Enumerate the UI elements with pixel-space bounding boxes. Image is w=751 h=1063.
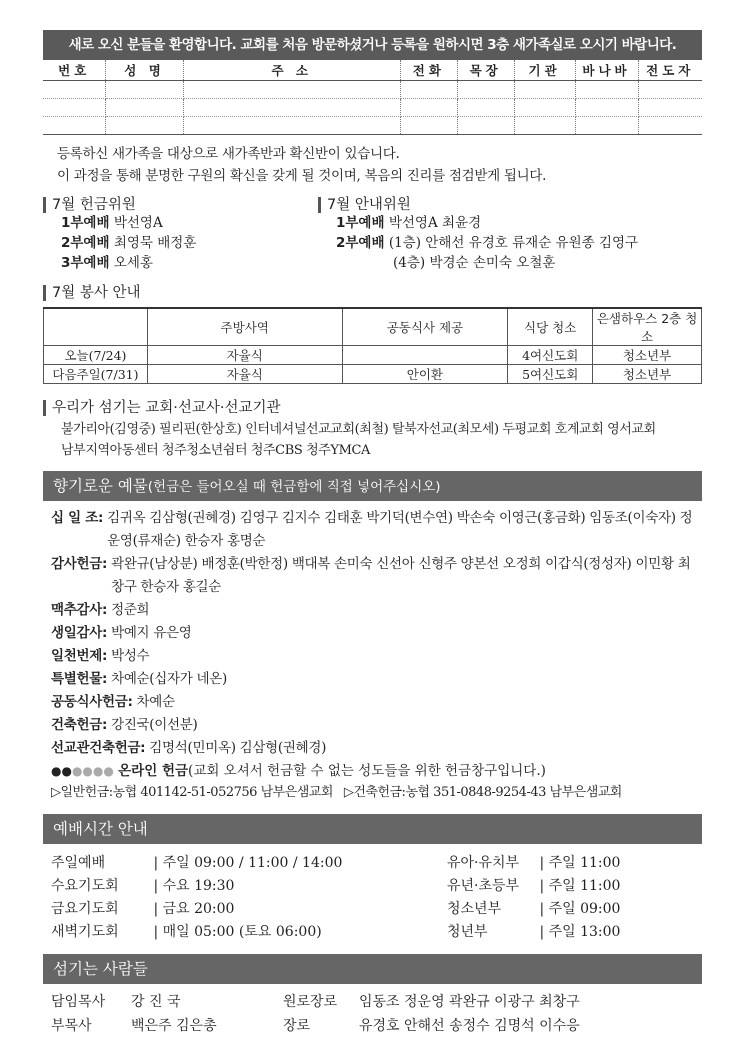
welcome-banner: 새로 오신 분들을 환영합니다. 교회를 처음 방문하셨거나 등록을 원하시면 3층 새가족실로 오시기 바랍니다. [43, 30, 702, 60]
reg-cell[interactable] [638, 80, 702, 98]
offering-names: 차예순 [136, 693, 175, 710]
worship-time: | 주일 11:00 [539, 877, 621, 894]
worship-label: 주일예배 [51, 854, 106, 871]
servant-names: 강 진 국 [131, 993, 181, 1010]
committee-row [318, 233, 702, 253]
service-title: 7월 봉사 안내 [43, 285, 702, 301]
offering-names: 강진국(이선분) [111, 716, 198, 733]
reg-cell[interactable] [43, 116, 106, 134]
worship-time: | 매일 05:00 (토요 06:00) [153, 923, 322, 940]
committees [43, 187, 702, 273]
mission-line: 불가리아(김영중) 필리핀(한상호) 인터네셔널선교교회(최철) 탈북자선교(최모세) 두평교회 호계교회 영서교회 [61, 421, 656, 437]
offering-committee-title: 7월 헌금위원 [43, 197, 318, 213]
reg-cell[interactable] [400, 98, 457, 116]
building-account: ▷건축헌금:농협 351-0848-9254-43 남부은샘교회 [343, 784, 622, 800]
offering-row [43, 714, 702, 737]
bank-accounts [43, 782, 702, 804]
service-cell: 청소년부 [593, 345, 702, 364]
worship-title: 예배시간 안내 [53, 819, 148, 838]
offering-names: 김명석(민미옥) 김삼형(권혜경) [149, 739, 327, 756]
worship-left [43, 852, 447, 944]
service-cell [342, 345, 508, 364]
bulletin-page [43, 30, 702, 1038]
reg-cell[interactable] [575, 98, 638, 116]
committee-row [43, 233, 318, 253]
service-header: 공동식사 제공 [342, 308, 508, 346]
offering-label: 건축헌금: [51, 716, 108, 733]
service-table [43, 307, 702, 384]
dots-icon: ●●●●●● [51, 763, 114, 778]
worship-time: | 금요 20:00 [153, 900, 235, 917]
header-number: 번호 [43, 60, 106, 80]
reg-cell[interactable] [457, 80, 514, 98]
offering-row [43, 622, 702, 645]
committee-row [318, 213, 702, 233]
header-evangelist: 전도자 [638, 60, 702, 80]
servant-row [283, 990, 702, 1014]
offering-row [43, 645, 702, 668]
reg-cell[interactable] [457, 116, 514, 134]
service-cell: 안이환 [342, 364, 508, 383]
service-cell: 5여신도회 [508, 364, 593, 383]
mission-line: 남부지역아동센터 청주청소년쉼터 청주CBS 청주YMCA [61, 442, 371, 458]
offering-names: 차예순(십자가 네온) [111, 670, 227, 687]
servant-row [51, 990, 283, 1014]
row-names: 최영묵 배정훈 [113, 234, 197, 251]
offering-label: 십 일 조: [51, 509, 104, 526]
online-note: (교회 오셔서 헌금할 수 없는 성도들을 위한 헌금창구입니다.) [188, 762, 546, 779]
reg-cell[interactable] [638, 98, 702, 116]
header-name: 성 명 [106, 60, 183, 80]
online-offering [43, 760, 702, 782]
reg-cell[interactable] [575, 80, 638, 98]
offering-row [43, 553, 702, 599]
reg-cell[interactable] [183, 116, 400, 134]
worship-label: 청소년부 [447, 900, 502, 917]
offering-names: 박예지 유은영 [111, 624, 192, 641]
servants-list [43, 990, 702, 1038]
offering-names: 김귀옥 김삼형(권혜경) 김영구 김지수 김태훈 박기덕(변수연) 박손숙 이영근(홍금화) 임동조(이숙자) 정운영(류재순) 한승자 홍명순 [107, 509, 693, 549]
service-cell: 다음주일(7/31) [44, 364, 148, 383]
offering-committee [43, 187, 318, 273]
servant-row [283, 1014, 702, 1038]
reg-cell[interactable] [638, 116, 702, 134]
general-account: ▷일반헌금:농협 401142-51-052756 남부은샘교회 [51, 784, 333, 800]
mission-title: 우리가 섬기는 교회·선교사·선교기관 [43, 400, 702, 416]
worship-label: 청년부 [447, 923, 488, 940]
worship-time: | 주일 11:00 [539, 854, 621, 871]
offering-names: 정준희 [111, 601, 150, 618]
offering-label: 선교관건축헌금: [51, 739, 146, 756]
reg-cell[interactable] [457, 98, 514, 116]
servant-role: 담임목사 [51, 993, 106, 1010]
offering-label: 맥추감사: [51, 601, 108, 618]
committee-row [43, 253, 318, 273]
guide-committee [318, 187, 702, 273]
offering-list [43, 507, 702, 760]
servants-bar [43, 954, 702, 984]
service-cell: 자율식 [147, 364, 342, 383]
worship-label: 유아·유치부 [447, 854, 520, 871]
reg-cell[interactable] [400, 116, 457, 134]
service-header-row [44, 308, 702, 346]
service-header: 주방사역 [147, 308, 342, 346]
row-label: 1부예배 [336, 214, 385, 231]
reg-cell[interactable] [183, 98, 400, 116]
reg-cell[interactable] [183, 80, 400, 98]
servants-right [283, 990, 702, 1038]
header-barnabas: 바나바 [575, 60, 638, 80]
registration-table [43, 60, 702, 135]
servants-left [43, 990, 283, 1038]
service-row [44, 364, 702, 383]
offering-row [43, 737, 702, 760]
servant-role: 장로 [283, 1017, 311, 1034]
offering-label: 감사헌금: [51, 555, 108, 572]
servant-role: 부목사 [51, 1017, 92, 1034]
offering-row [43, 599, 702, 622]
offering-label: 특별헌물: [51, 670, 108, 687]
offering-label: 공동식사헌금: [51, 693, 133, 710]
offering-label: 생일감사: [51, 624, 108, 641]
guide-committee-title: 7월 안내위원 [318, 197, 702, 213]
worship-label: 수요기도회 [51, 877, 119, 894]
mission-list [43, 419, 702, 461]
offering-names: 곽완규(남상분) 배정훈(박한정) 백대복 손미숙 신선아 신형주 양본선 오정희 이갑식(정성자) 이민황 최창구 한승자 홍길순 [111, 555, 691, 595]
service-cell: 자율식 [147, 345, 342, 364]
servants-title: 섬기는 사람들 [53, 959, 148, 978]
row-names: (1층) 안해선 유경호 류재순 유원종 김영구 [388, 234, 639, 251]
offering-title: 향기로운 예물 [53, 476, 148, 495]
servant-names: 유경호 안해선 송정수 김명석 이수응 [359, 1017, 580, 1034]
servant-names: 임동조 정운영 곽완규 이광구 최창구 [359, 993, 580, 1010]
committee-row [43, 213, 318, 233]
header-address: 주 소 [183, 60, 400, 80]
offering-row [43, 691, 702, 714]
registration-blank-row [43, 80, 702, 98]
reg-cell[interactable] [514, 98, 575, 116]
service-header: 식당 청소 [508, 308, 593, 346]
worship-row [447, 852, 702, 875]
worship-label: 금요기도회 [51, 900, 119, 917]
reg-cell[interactable] [400, 80, 457, 98]
row-label: 2부예배 [336, 234, 385, 251]
row-label: 2부예배 [61, 234, 110, 251]
reg-cell[interactable] [106, 80, 183, 98]
header-department: 기관 [514, 60, 575, 80]
worship-time: | 주일 09:00 [539, 900, 621, 917]
row-label: 3부예배 [61, 254, 110, 271]
intro-line: 등록하신 새가족을 대상으로 새가족반과 확신반이 있습니다. [57, 145, 400, 162]
intro-line: 이 과정을 통해 분명한 구원의 확신을 갖게 될 것이며, 복음의 진리를 점검받게 됩니다. [57, 167, 547, 184]
worship-row [447, 875, 702, 898]
header-cell-group: 목장 [457, 60, 514, 80]
service-header [44, 308, 148, 346]
worship-row [51, 852, 447, 875]
worship-row [51, 898, 447, 921]
worship-time: | 주일 13:00 [539, 923, 621, 940]
worship-row [51, 921, 447, 944]
registration-blank-row [43, 98, 702, 116]
offering-row [43, 668, 702, 691]
worship-time: | 수요 19:30 [153, 877, 235, 894]
row-names: (4층) 박경순 손미숙 오철훈 [393, 254, 556, 271]
committee-row [318, 253, 702, 273]
worship-bar [43, 814, 702, 844]
row-names: 박선영A [113, 214, 163, 231]
row-label: 1부예배 [61, 214, 110, 231]
offering-row [43, 507, 702, 553]
offering-label: 일천번제: [51, 647, 108, 664]
worship-right [447, 852, 702, 944]
worship-row [51, 875, 447, 898]
worship-time: | 주일 09:00 / 11:00 / 14:00 [153, 854, 343, 871]
service-row [44, 345, 702, 364]
reg-cell[interactable] [43, 80, 106, 98]
offering-names: 박성수 [111, 647, 150, 664]
servant-names: 백은주 김은총 [131, 1017, 217, 1034]
worship-row [447, 921, 702, 944]
offering-note: (헌금은 들어오실 때 헌금함에 직접 넣어주십시오) [147, 478, 441, 495]
reg-cell[interactable] [106, 98, 183, 116]
registration-blank-row [43, 116, 702, 134]
row-names: 박선영A 최윤경 [388, 214, 482, 231]
reg-cell[interactable] [106, 116, 183, 134]
worship-label: 유년·초등부 [447, 877, 520, 894]
header-phone: 전화 [400, 60, 457, 80]
reg-cell[interactable] [514, 80, 575, 98]
service-header: 은샘하우스 2층 청소 [593, 308, 702, 346]
newcomer-intro [43, 143, 702, 187]
worship-label: 새벽기도회 [51, 923, 119, 940]
worship-times [43, 852, 702, 944]
servant-row [51, 1014, 283, 1038]
servant-role: 원로장로 [283, 993, 338, 1010]
reg-cell[interactable] [514, 116, 575, 134]
worship-row [447, 898, 702, 921]
online-title: 온라인 헌금 [118, 762, 189, 779]
row-names: 오세홍 [113, 254, 153, 271]
registration-header-row [43, 60, 702, 80]
service-cell: 4여신도회 [508, 345, 593, 364]
offering-bar [43, 471, 702, 501]
service-cell: 오늘(7/24) [44, 345, 148, 364]
reg-cell[interactable] [43, 98, 106, 116]
service-cell: 청소년부 [593, 364, 702, 383]
reg-cell[interactable] [575, 116, 638, 134]
